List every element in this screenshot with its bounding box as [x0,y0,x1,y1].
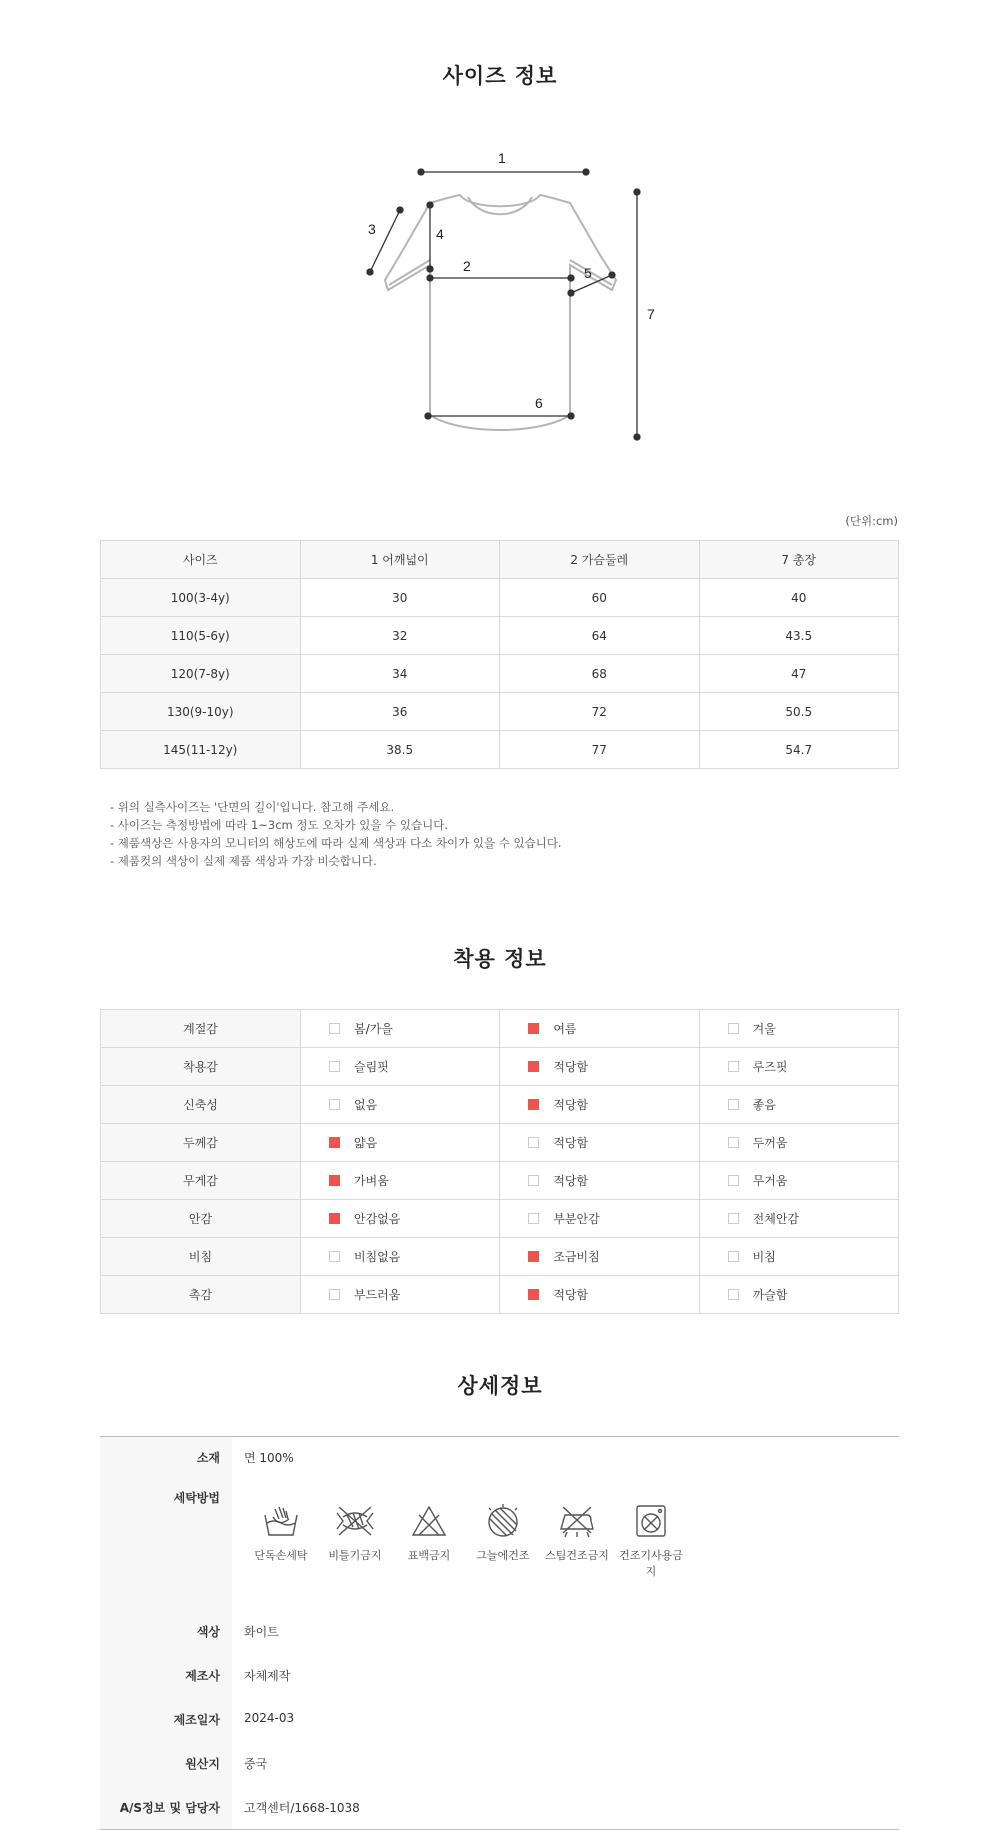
wash-item: 단독손세탁 [244,1503,318,1579]
fit-option [301,1162,500,1200]
fit-row-label: 무게감 [101,1162,301,1200]
unchecked-box-icon [728,1061,739,1072]
size-cell: 145(11-12y) [101,731,301,769]
no-wring-icon [333,1503,377,1539]
checked-box-icon [528,1289,539,1300]
detail-row-origin [100,1751,899,1795]
detail-row-color [100,1619,899,1663]
washing-icons [232,1489,899,1619]
size-info-title: 사이즈 정보 [442,64,558,88]
fit-row [101,1238,899,1276]
material-value: 면 100% [244,1451,294,1465]
shoulder-cell: 30 [300,579,500,617]
fit-option-label: 겨울 [752,1022,776,1036]
fit-option-label: 두꺼움 [752,1136,788,1150]
fit-option-label: 전체안감 [752,1212,800,1226]
fit-option [699,1086,898,1124]
detail-row-as [100,1795,899,1830]
fit-option [500,1162,699,1200]
header-size: 사이즈 [101,541,301,579]
size-cell: 120(7-8y) [101,655,301,693]
washing-label: 세탁방법 [100,1489,232,1619]
fit-option [699,1238,898,1276]
fit-row-label: 두께감 [101,1124,301,1162]
fit-table [100,1009,899,1314]
fit-option [500,1048,699,1086]
size-notes [110,798,562,870]
fit-option-label: 없음 [354,1098,378,1112]
no-steam-iron-icon [557,1503,597,1539]
fit-option [301,1048,500,1086]
maker-label: 제조사 [100,1663,232,1707]
fit-option [301,1238,500,1276]
fit-option [500,1124,699,1162]
no-bleach-icon [409,1503,449,1539]
size-cell: 100(3-4y) [101,579,301,617]
fit-option-label: 좋음 [752,1098,776,1112]
tshirt-outline [385,195,616,430]
size-cell: 130(9-10y) [101,693,301,731]
chest-cell: 64 [500,617,700,655]
length-cell: 43.5 [699,617,899,655]
unchecked-box-icon [528,1175,539,1186]
note-item: - 제품색상은 사용자의 모니터의 해상도에 따라 실제 색상과 다소 차이가 있을 수 있습니다. [110,836,562,850]
fit-row-label: 안감 [101,1200,301,1238]
chest-cell: 77 [500,731,700,769]
fit-option-label: 적당함 [553,1288,589,1302]
fit-option [699,1048,898,1086]
unchecked-box-icon [728,1213,739,1224]
fit-option-label: 비침없음 [354,1250,401,1264]
fit-option [699,1124,898,1162]
fit-row-label: 촉감 [101,1276,301,1314]
shoulder-cell: 34 [300,655,500,693]
detail-info-title: 상세정보 [457,1374,543,1398]
fit-option-label: 적당함 [553,1098,589,1112]
fit-option-label: 가벼움 [354,1174,389,1188]
table-row [101,655,899,693]
fit-row [101,1200,899,1238]
fit-option-label: 무거움 [752,1174,788,1188]
checked-box-icon [528,1251,539,1262]
detail-row-date [100,1707,899,1751]
chest-cell: 60 [500,579,700,617]
table-row [101,579,899,617]
fit-option-label: 루즈핏 [752,1060,788,1074]
wash-item: 건조기사용금지 [614,1503,688,1579]
length-cell: 50.5 [699,693,899,731]
checked-box-icon [528,1023,539,1034]
label-4: 4 [436,226,444,242]
detail-row-maker [100,1663,899,1707]
size-table [100,540,899,769]
no-tumble-dry-icon [631,1503,671,1539]
unchecked-box-icon [528,1137,539,1148]
fit-row-label: 신축성 [101,1086,301,1124]
maker-value: 자체제작 [244,1669,291,1683]
fit-option-label: 부드러움 [354,1288,401,1302]
unchecked-box-icon [329,1023,340,1034]
measure-lines [367,169,640,440]
measure-numbers [368,150,655,411]
unchecked-box-icon [329,1289,340,1300]
fit-option [301,1086,500,1124]
header-chest: 2 가슴둘레 [500,541,700,579]
color-value: 화이트 [244,1625,279,1639]
fit-row-label: 계절감 [101,1010,301,1048]
fit-option [699,1276,898,1314]
wash-item: 그늘에건조 [466,1503,540,1579]
unchecked-box-icon [728,1251,739,1262]
checked-box-icon [329,1213,340,1224]
checked-box-icon [528,1099,539,1110]
fit-option [699,1010,898,1048]
fit-option-label: 부분안감 [553,1212,600,1226]
label-3: 3 [368,221,376,237]
unchecked-box-icon [728,1289,739,1300]
label-2: 2 [463,258,471,274]
unchecked-box-icon [329,1251,340,1262]
note-item: - 제품컷의 색상이 실제 제품 색상과 가장 비슷합니다. [110,854,377,868]
fit-option-label: 여름 [553,1022,577,1036]
shade-dry-icon [483,1503,523,1539]
fit-option-label: 안감없음 [354,1212,401,1226]
fit-row [101,1124,899,1162]
color-label: 색상 [100,1619,232,1663]
fit-option-label: 적당함 [553,1174,589,1188]
wash-item: 비틀기금지 [318,1503,392,1579]
note-item: - 사이즈는 측정방법에 따라 1~3cm 정도 오차가 있을 수 있습니다. [110,818,449,832]
fit-option [500,1238,699,1276]
fit-option-label: 슬림핏 [354,1060,389,1074]
length-cell: 47 [699,655,899,693]
label-1: 1 [498,150,506,166]
label-5: 5 [584,265,592,281]
material-label: 소재 [100,1437,232,1490]
fit-option-label: 적당함 [553,1136,589,1150]
unchecked-box-icon [728,1099,739,1110]
fit-option [500,1200,699,1238]
size-table-header [101,541,899,579]
fit-row-label: 착용감 [101,1048,301,1086]
fit-row [101,1276,899,1314]
date-label: 제조일자 [100,1707,232,1751]
fit-option [500,1010,699,1048]
shoulder-cell: 38.5 [300,731,500,769]
detail-row-washing [100,1489,899,1619]
checked-box-icon [329,1175,340,1186]
note-item: - 위의 실측사이즈는 '단면의 길이'입니다. 참고해 주세요. [110,800,395,814]
unchecked-box-icon [329,1099,340,1110]
fit-option [301,1010,500,1048]
fit-row [101,1010,899,1048]
fit-info-title: 착용 정보 [453,947,547,971]
shoulder-cell: 32 [300,617,500,655]
shoulder-cell: 36 [300,693,500,731]
origin-label: 원산지 [100,1751,232,1795]
fit-option-label: 비침 [752,1250,776,1264]
fit-row-label: 비침 [101,1238,301,1276]
as-value: 고객센터/1668-1038 [244,1801,360,1815]
unchecked-box-icon [728,1023,739,1034]
header-length: 7 총장 [699,541,899,579]
length-cell: 54.7 [699,731,899,769]
fit-option [301,1276,500,1314]
unchecked-box-icon [728,1137,739,1148]
size-cell: 110(5-6y) [101,617,301,655]
unit-label: (단위:cm) [845,514,898,528]
unchecked-box-icon [528,1213,539,1224]
wash-item: 표백금지 [392,1503,466,1579]
as-label: A/S정보 및 담당자 [100,1795,232,1830]
fit-option [301,1124,500,1162]
chest-cell: 72 [500,693,700,731]
fit-option-label: 봄/가을 [354,1022,393,1036]
table-row [101,693,899,731]
fit-option [301,1200,500,1238]
fit-row [101,1086,899,1124]
fit-option-label: 까슬함 [752,1288,788,1302]
fit-option-label: 조금비침 [553,1250,600,1264]
header-shoulder: 1 어깨넓이 [300,541,500,579]
fit-row [101,1048,899,1086]
origin-value: 중국 [244,1757,268,1771]
fit-option [699,1200,898,1238]
table-row [101,731,899,769]
unchecked-box-icon [329,1061,340,1072]
label-7: 7 [647,306,655,322]
tshirt-measure-diagram [340,145,670,455]
chest-cell: 68 [500,655,700,693]
fit-row [101,1162,899,1200]
fit-option [699,1162,898,1200]
fit-option-label: 얇음 [354,1136,378,1150]
detail-row-material [100,1437,899,1490]
detail-table [100,1436,899,1830]
fit-option [500,1276,699,1314]
date-value: 2024-03 [244,1711,295,1725]
checked-box-icon [329,1137,340,1148]
unchecked-box-icon [728,1175,739,1186]
length-cell: 40 [699,579,899,617]
fit-option-label: 적당함 [553,1060,589,1074]
fit-option [500,1086,699,1124]
hand-wash-icon [261,1503,301,1539]
wash-item: 스팀건조금지 [540,1503,614,1579]
table-row [101,617,899,655]
checked-box-icon [528,1061,539,1072]
label-6: 6 [535,395,543,411]
